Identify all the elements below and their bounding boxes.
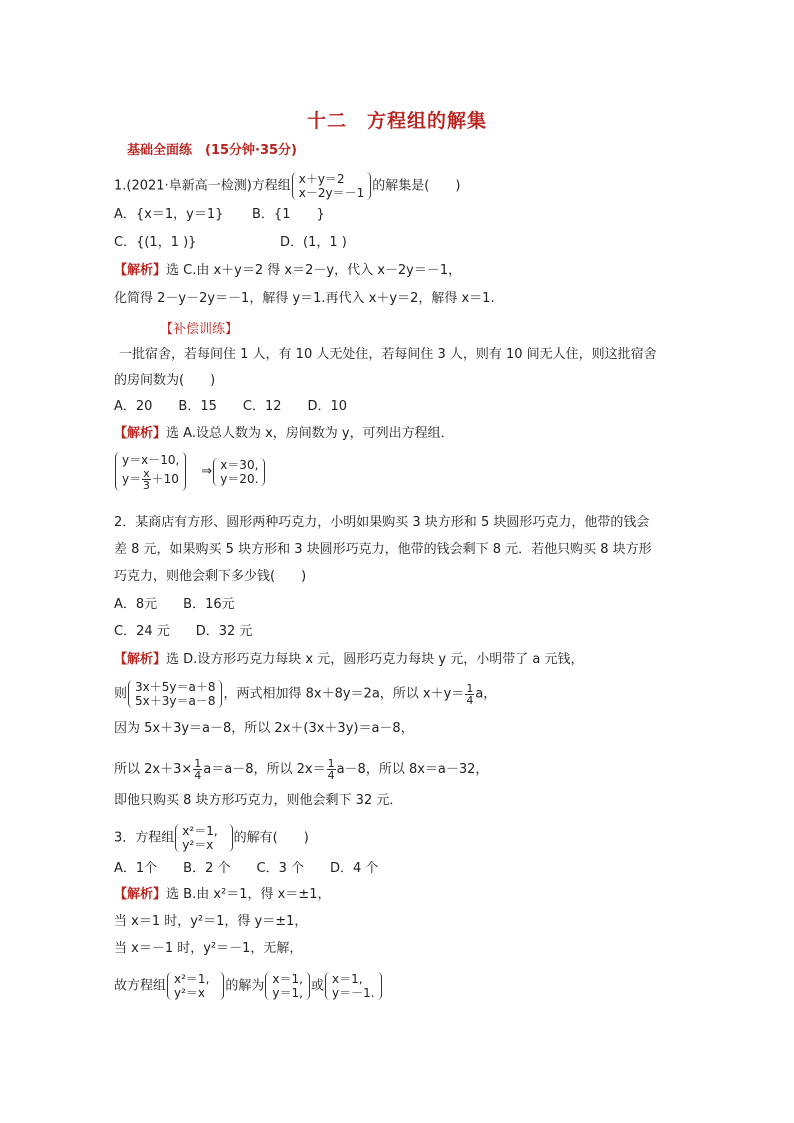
numerator: 1 <box>194 757 202 770</box>
equation-system <box>175 824 232 852</box>
equation: y＝1, <box>272 986 303 1000</box>
q2-answer-line: 因为 5x＋3y＝a－8，所以 2x＋(3x＋3y)＝a－8， <box>114 721 414 736</box>
answer-text: 的解为 <box>225 978 265 994</box>
equation-part: ＋10 <box>151 472 179 486</box>
q2-stem: 2．某商店有方形、圆形两种巧克力，小明如果购买 3 块方形和 5 块圆形巧克力，他带的钱会 <box>114 515 650 530</box>
q1-option-b: B．{1 } <box>252 207 325 222</box>
denominator: 4 <box>194 769 202 782</box>
fraction <box>465 683 474 706</box>
equation-system <box>115 452 200 491</box>
equation: 3x＋5y＝a＋8 <box>135 680 216 694</box>
q3-stem-text: 的解有( ) <box>233 830 309 846</box>
q1-option-d: D．(1，1 ) <box>280 235 347 250</box>
answer-text: 故方程组 <box>114 978 167 994</box>
q3-answer-line: 当 x＝1 时，y²＝1，得 y＝±1， <box>114 914 308 929</box>
bq-options: A．20 B．15 C．12 D．10 <box>114 399 348 414</box>
bq-answer-line <box>114 425 454 443</box>
answer-text: 选 A.设总人数为 x，房间数为 y，可列出方程组． <box>166 426 454 441</box>
answer-text: 选 D.设方形巧克力每块 x 元，圆形巧克力每块 y 元，小明带了 a 元钱， <box>166 652 584 667</box>
denominator: 3 <box>142 479 150 492</box>
equation-system <box>128 680 222 708</box>
answer-text: 或 <box>310 978 324 994</box>
q3-stem-text: 3．方程组 <box>114 830 175 846</box>
q1-stem <box>114 172 460 200</box>
solution-system <box>265 972 310 1000</box>
equation: x＝1, <box>331 972 363 986</box>
q3-answer-line <box>114 886 331 904</box>
equation: x²＝1, <box>182 824 218 838</box>
jiexi-label: 【解析】 <box>114 887 167 902</box>
equation: x＝30, <box>220 457 259 472</box>
equation-system <box>213 458 265 486</box>
bq-stem: 的房间数为( ) <box>114 373 216 388</box>
q1-stem-text: 1.(2021·阜新高一检测)方程组 <box>114 178 291 194</box>
equation: x－2y＝－1 <box>298 186 365 200</box>
equation-system <box>292 172 371 200</box>
q1-answer-line: 化简得 2－y－2y＝－1，解得 y＝1.再代入 x＋y＝2，解得 x＝1. <box>114 291 495 306</box>
bq-system-line <box>114 452 266 491</box>
q2-answer-line <box>114 651 583 669</box>
numerator: 1 <box>327 757 335 770</box>
q2-options: A．8元 B．16元 <box>114 597 235 612</box>
denominator: 4 <box>327 769 335 782</box>
equation: y＝－1. <box>331 986 375 1000</box>
answer-text: 所以 2x＋3× <box>114 762 193 777</box>
equation <box>122 468 179 491</box>
equation-system <box>167 972 224 1000</box>
q3-stem <box>114 824 309 852</box>
answer-text: ，两式相加得 8x＋8y＝2a，所以 x＋y＝ <box>223 686 465 702</box>
equation-part: y＝ <box>122 472 142 486</box>
q2-stem: 差 8 元，如果购买 5 块方形和 3 块圆形巧克力，他带的钱会剩下 8 元．若他只购买 8 块方形 <box>114 542 652 557</box>
q2-answer-line <box>114 680 496 708</box>
q2-stem: 巧克力，则他会剩下多少钱( ) <box>114 569 307 584</box>
fraction <box>327 758 336 781</box>
q2-answer-line <box>114 758 488 781</box>
jiexi-label: 【解析】 <box>114 426 167 441</box>
equation: y²＝x <box>174 986 206 1000</box>
fraction <box>193 758 202 781</box>
answer-text: 选 C.由 x＋y＝2 得 x＝2－y，代入 x－2y＝－1， <box>166 263 462 278</box>
answer-text: 选 B.由 x²＝1，得 x＝±1， <box>166 887 331 902</box>
answer-text: a， <box>475 686 497 702</box>
answer-text: a－8，所以 8x＝a－32， <box>336 762 489 777</box>
q3-answer-line: 当 x＝－1 时，y²＝－1，无解， <box>114 941 303 956</box>
answer-text: a＝a－8，所以 2x＝ <box>203 762 326 777</box>
supplementary-heading: 【补偿训练】 <box>160 322 239 337</box>
page-title: 十二 方程组的解集 <box>306 110 487 132</box>
solution-system <box>325 972 382 1000</box>
numerator: x <box>143 467 150 480</box>
q1-stem-text: 的解集是( ) <box>372 178 461 194</box>
equation: x²＝1, <box>174 972 210 986</box>
numerator: 1 <box>466 681 474 695</box>
equation: y²＝x <box>182 838 214 852</box>
equation: x＝1, <box>272 972 303 986</box>
jiexi-label: 【解析】 <box>114 652 167 667</box>
q1-answer-line <box>114 262 461 280</box>
answer-text: 则 <box>114 686 128 702</box>
q1-option-c: C．{(1，1 )} <box>114 235 197 250</box>
denominator: 4 <box>466 693 474 707</box>
q2-options: C．24 元 D．32 元 <box>114 624 253 639</box>
equation: y＝x－10, <box>122 453 180 467</box>
q1-option-a: A．{x＝1，y＝1} <box>114 207 224 222</box>
q3-options: A．1个 B．2 个 C．3 个 D．4 个 <box>114 861 379 876</box>
equation: y＝20. <box>220 471 259 486</box>
equation: x＋y＝2 <box>298 172 345 186</box>
q2-answer-line: 即他只购买 8 块方形巧克力，则他会剩下 32 元． <box>114 793 403 808</box>
bq-stem: 一批宿舍，若每间住 1 人，有 10 人无处住，若每间住 3 人，则有 10 间无人住，则这批宿舍 <box>119 347 657 362</box>
fraction <box>142 468 151 491</box>
implies-arrow: ⇒ <box>201 464 213 479</box>
q3-answer-line <box>114 972 383 1000</box>
section-heading: 基础全面练 (15分钟·35分) <box>127 143 298 158</box>
equation: 5x＋3y＝a－8 <box>135 694 216 708</box>
jiexi-label: 【解析】 <box>114 263 167 278</box>
